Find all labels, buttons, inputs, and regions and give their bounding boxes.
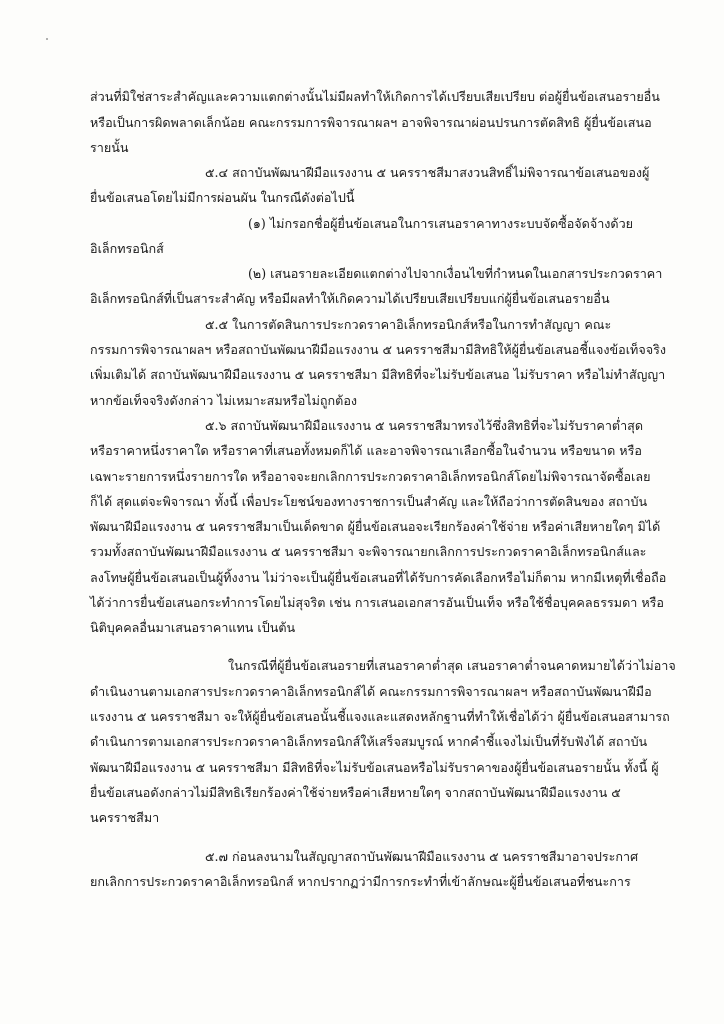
text-line: ๕.๖ สถาบันพัฒนาฝีมือแรงงาน ๕ นครราชสีมาทรงไว้ซึ่งสิทธิที่จะไม่รับราคาต่ำสุด xyxy=(205,418,644,433)
text-line: กรรมการพิจารณาผลฯ หรือสถาบันพัฒนาฝีมือแรงงาน ๕ นครราชสีมามีสิทธิให้ผู้ยื่นข้อเสนอชี้แจงข้อเท็จจริง xyxy=(90,342,666,357)
text-line: ๕.๗ ก่อนลงนามในสัญญาสถาบันพัฒนาฝีมือแรงงาน ๕ นครราชสีมาอาจประกาศ xyxy=(205,849,639,864)
text-line: ยกเลิกการประกวดราคาอิเล็กทรอนิกส์ หากปรากฏว่ามีการกระทำที่เข้าลักษณะผู้ยื่นข้อเสนอที่ชนะการ xyxy=(90,874,631,889)
text-line: นครราชสีมา xyxy=(90,810,160,825)
text-line: ๕.๔ สถาบันพัฒนาฝีมือแรงงาน ๕ นครราชสีมาสงวนสิทธิ์ไม่พิจารณาข้อเสนอของผู้ xyxy=(205,165,650,180)
text-line: ก็ได้ สุดแต่จะพิจารณา ทั้งนี้ เพื่อประโยชน์ของทางราชการเป็นสำคัญ และให้ถือว่าการตัดสินของ สถาบัน xyxy=(90,494,648,509)
text-line: ดำเนินการตามเอกสารประกวดราคาอิเล็กทรอนิกส์ให้เสร็จสมบูรณ์ หากคำชี้แจงไม่เป็นที่รับฟังได้ สถาบัน xyxy=(90,734,648,749)
text-line: หรือเป็นการผิดพลาดเล็กน้อย คณะกรรมการพิจารณาผลฯ อาจพิจารณาผ่อนปรนการตัดสิทธิ ผู้ยื่นข้อเสนอ xyxy=(90,115,652,130)
text-line: รายนั้น xyxy=(90,140,129,155)
text-line: พัฒนาฝีมือแรงงาน ๕ นครราชสีมาเป็นเด็ดขาด ผู้ยื่นข้อเสนอจะเรียกร้องค่าใช้จ่าย หรือค่าเสียหายใดๆ มิได้ xyxy=(90,519,661,534)
text-line: อิเล็กทรอนิกส์ xyxy=(90,241,164,256)
text-line: นิติบุคคลอื่นมาเสนอราคาแทน เป็นต้น xyxy=(90,620,296,635)
text-line: ในกรณีที่ผู้ยื่นข้อเสนอรายที่เสนอราคาต่ำสุด เสนอราคาต่ำจนคาดหมายได้ว่าไม่อาจ xyxy=(228,658,676,673)
text-line: แรงงาน ๕ นครราชสีมา จะให้ผู้ยื่นข้อเสนอนั้นชี้แจงและแสดงหลักฐานที่ทำให้เชื่อได้ว่า ผู้ยื่นข้อเสนอสามารถ xyxy=(90,709,670,724)
text-line: (๑) ไม่กรอกชื่อผู้ยื่นข้อเสนอในการเสนอราคาทางระบบจัดซื้อจัดจ้างด้วย xyxy=(248,216,634,231)
text-line: รวมทั้งสถาบันพัฒนาฝีมือแรงงาน ๕ นครราชสีมา จะพิจารณายกเลิกการประกวดราคาอิเล็กทรอนิกส์และ xyxy=(90,544,647,559)
text-line: ลงโทษผู้ยื่นข้อเสนอเป็นผู้ทิ้งงาน ไม่ว่าจะเป็นผู้ยื่นข้อเสนอที่ได้รับการคัดเลือกหรือไม่ก็ตาม หากมีเหตุที่เชื่อถือ xyxy=(90,570,667,585)
text-line: ยื่นข้อเสนอโดยไม่มีการผ่อนผัน ในกรณีดังต่อไปนี้ xyxy=(90,190,355,205)
text-line: พัฒนาฝีมือแรงงาน ๕ นครราชสีมา มีสิทธิที่จะไม่รับข้อเสนอหรือไม่รับราคาของผู้ยื่นข้อเสนอรายนั้น ทั้งนี้ ผู้ xyxy=(90,760,659,775)
text-line: ได้ว่าการยื่นข้อเสนอกระทำการโดยไม่สุจริต เช่น การเสนอเอกสารอันเป็นเท็จ หรือใช้ชื่อบุคคลธรรมดา หรือ xyxy=(90,595,664,610)
text-line: ดำเนินงานตามเอกสารประกวดราคาอิเล็กทรอนิกส์ได้ คณะกรรมการพิจารณาผลฯ หรือสถาบันพัฒนาฝีมือ xyxy=(90,684,652,699)
text-line: (๒) เสนอรายละเอียดแตกต่างไปจากเงื่อนไขที่กำหนดในเอกสารประกวดราคา xyxy=(248,266,663,281)
text-line: หรือราคาหนึ่งราคาใด หรือราคาที่เสนอทั้งหมดก็ได้ และอาจพิจารณาเลือกซื้อในจำนวน หรือขนาด หรือ xyxy=(90,443,642,458)
text-line: เพิ่มเติมได้ สถาบันพัฒนาฝีมือแรงงาน ๕ นครราชสีมา มีสิทธิที่จะไม่รับข้อเสนอ ไม่รับราคา หรือไม่ทำสัญญา xyxy=(90,367,666,382)
text-line: ยื่นข้อเสนอดังกล่าวไม่มีสิทธิเรียกร้องค่าใช้จ่ายหรือค่าเสียหายใดๆ จากสถาบันพัฒนาฝีมือแรงงาน ๕ xyxy=(90,785,621,800)
text-line: ๕.๕ ในการตัดสินการประกวดราคาอิเล็กทรอนิกส์หรือในการทำสัญญา คณะ xyxy=(205,317,612,332)
text-line: ส่วนที่มิใช่สาระสำคัญและความแตกต่างนั้นไม่มีผลทำให้เกิดการได้เปรียบเสียเปรียบ ต่อผู้ยื่นข้อเสนอรายอื่น xyxy=(90,89,660,104)
scan-dot xyxy=(46,38,48,40)
text-line: เฉพาะรายการหนึ่งรายการใด หรืออาจจะยกเลิกการประกวดราคาอิเล็กทรอนิกส์โดยไม่พิจารณาจัดซื้อเลย xyxy=(90,469,651,484)
text-line: หากข้อเท็จจริงดังกล่าว ไม่เหมาะสมหรือไม่ถูกต้อง xyxy=(90,393,358,408)
text-line: อิเล็กทรอนิกส์ที่เป็นสาระสำคัญ หรือมีผลทำให้เกิดความได้เปรียบเสียเปรียบแก่ผู้ยื่นข้อเสนอรายอื่น xyxy=(90,291,610,306)
